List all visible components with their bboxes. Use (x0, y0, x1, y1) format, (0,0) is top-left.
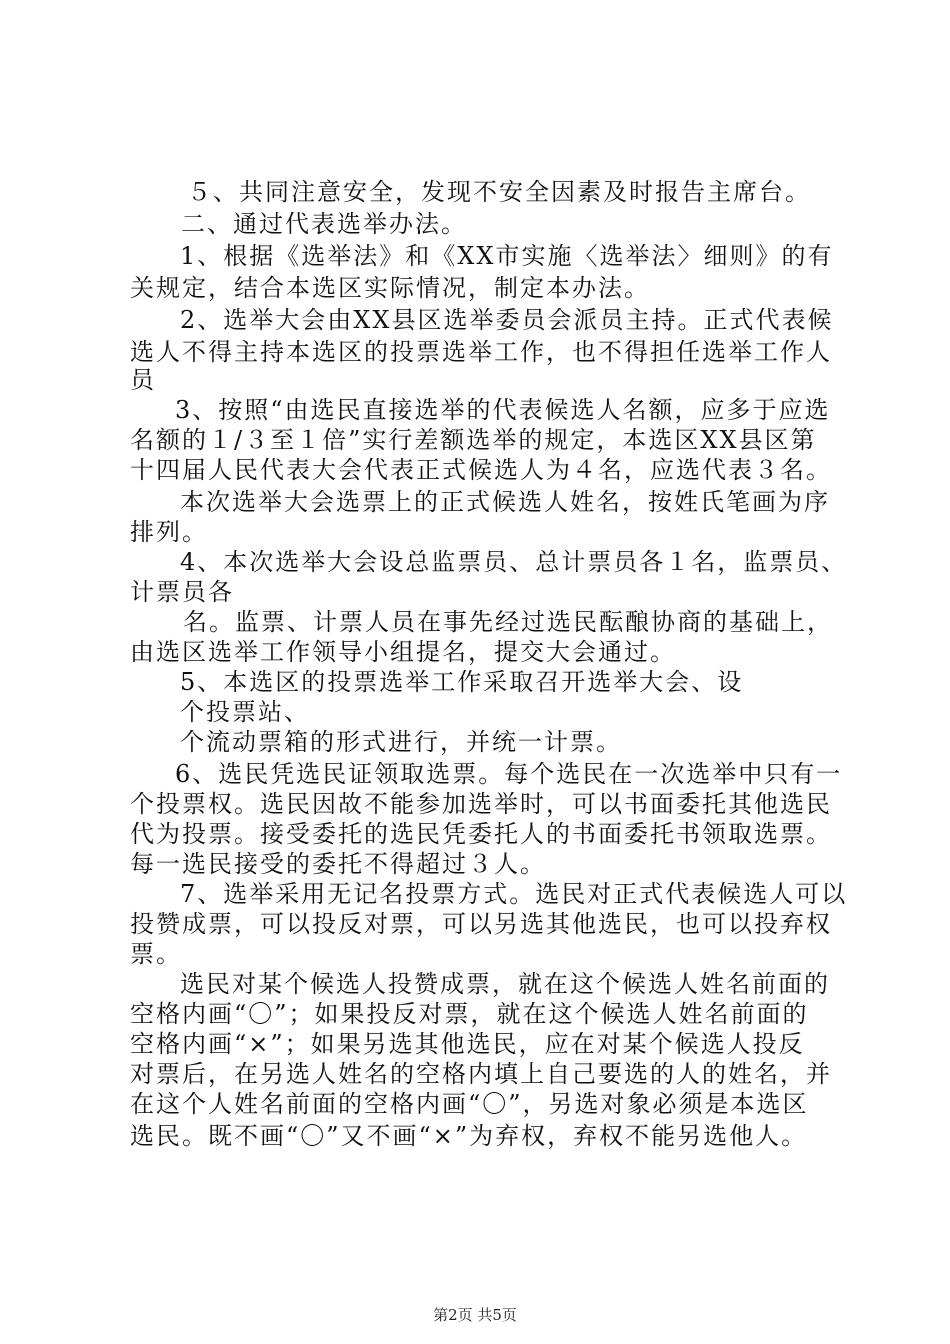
paragraph-line: 员 (130, 366, 156, 394)
paragraph-line: 选民。既不画“〇”又不画“×”为弃权，弃权不能另选他人。 (130, 1122, 808, 1150)
paragraph-line: 选民对某个候选人投赞成票，就在这个候选人姓名前面的 (180, 970, 830, 998)
paragraph-line: 名额的１/３至１倍”实行差额选举的规定，本选区XX县区第 (130, 426, 817, 454)
paragraph-line: 排列。 (130, 518, 208, 546)
paragraph-line: 7、选举采用无记名投票方式。选民对正式代表候选人可以 (180, 880, 848, 908)
paragraph-line: 名。监票、计票人员在事先经过选民酝酿协商的基础上， (183, 608, 833, 636)
paragraph-line: 二、通过代表选举办法。 (181, 210, 467, 238)
paragraph-line: 6、选民凭选民证领取选票。每个选民在一次选举中只有一 (175, 760, 843, 788)
paragraph-line: 每一选民接受的委托不得超过３人。 (130, 850, 546, 878)
paragraph-line: 3、按照“由选民直接选举的代表候选人名额，应多于应选 (175, 396, 831, 424)
paragraph-line: 个流动票箱的形式进行，并统一计票。 (180, 728, 622, 756)
paragraph-line: 个投票站、 (180, 698, 310, 726)
paragraph-line: 空格内画“×”；如果另选其他选民，应在对某个候选人投反 (130, 1030, 805, 1058)
paragraph-line: ５、共同注意安全，发现不安全因素及时报告主席台。 (187, 178, 811, 206)
paragraph-line: 关规定，结合本选区实际情况，制定本办法。 (130, 274, 650, 302)
paragraph-line: 由选区选举工作领导小组提名，提交大会通过。 (130, 638, 676, 666)
paragraph-line: 5、本选区的投票选举工作采取召开选举大会、设 (180, 668, 744, 696)
paragraph-line: 对票后，在另选人姓名的空格内填上自己要选的人的姓名，并 (130, 1060, 832, 1088)
paragraph-line: 个投票权。选民因故不能参加选举时，可以书面委托其他选民 (130, 790, 832, 818)
paragraph-line: 1、根据《选举法》和《XX市实施〈选举法〉细则》的有 (180, 242, 834, 270)
paragraph-line: 计票员各 (130, 578, 234, 606)
paragraph-line: 空格内画“〇”；如果投反对票，就在这个候选人姓名前面的 (130, 1000, 809, 1028)
paragraph-line: 票。 (130, 940, 182, 968)
paragraph-line: 2、选举大会由XX县区选举委员会派员主持。正式代表候 (180, 306, 834, 334)
page-number-footer: 第2页 共5页 (433, 1306, 517, 1324)
paragraph-line: 本次选举大会选票上的正式候选人姓名，按姓氏笔画为序 (180, 488, 830, 516)
paragraph-line: 选人不得主持本选区的投票选举工作，也不得担任选举工作人 (130, 338, 832, 366)
paragraph-line: 代为投票。接受委托的选民凭委托人的书面委托书领取选票。 (130, 820, 832, 848)
paragraph-line: 4、本次选举大会设总监票员、总计票员各１名，监票员、 (180, 548, 848, 576)
paragraph-line: 十四届人民代表大会代表正式候选人为４名，应选代表３名。 (130, 456, 832, 484)
paragraph-line: 在这个人姓名前面的空格内画“〇”，另选对象必须是本选区 (130, 1090, 809, 1118)
paragraph-line: 投赞成票，可以投反对票，可以另选其他选民，也可以投弃权 (130, 910, 832, 938)
